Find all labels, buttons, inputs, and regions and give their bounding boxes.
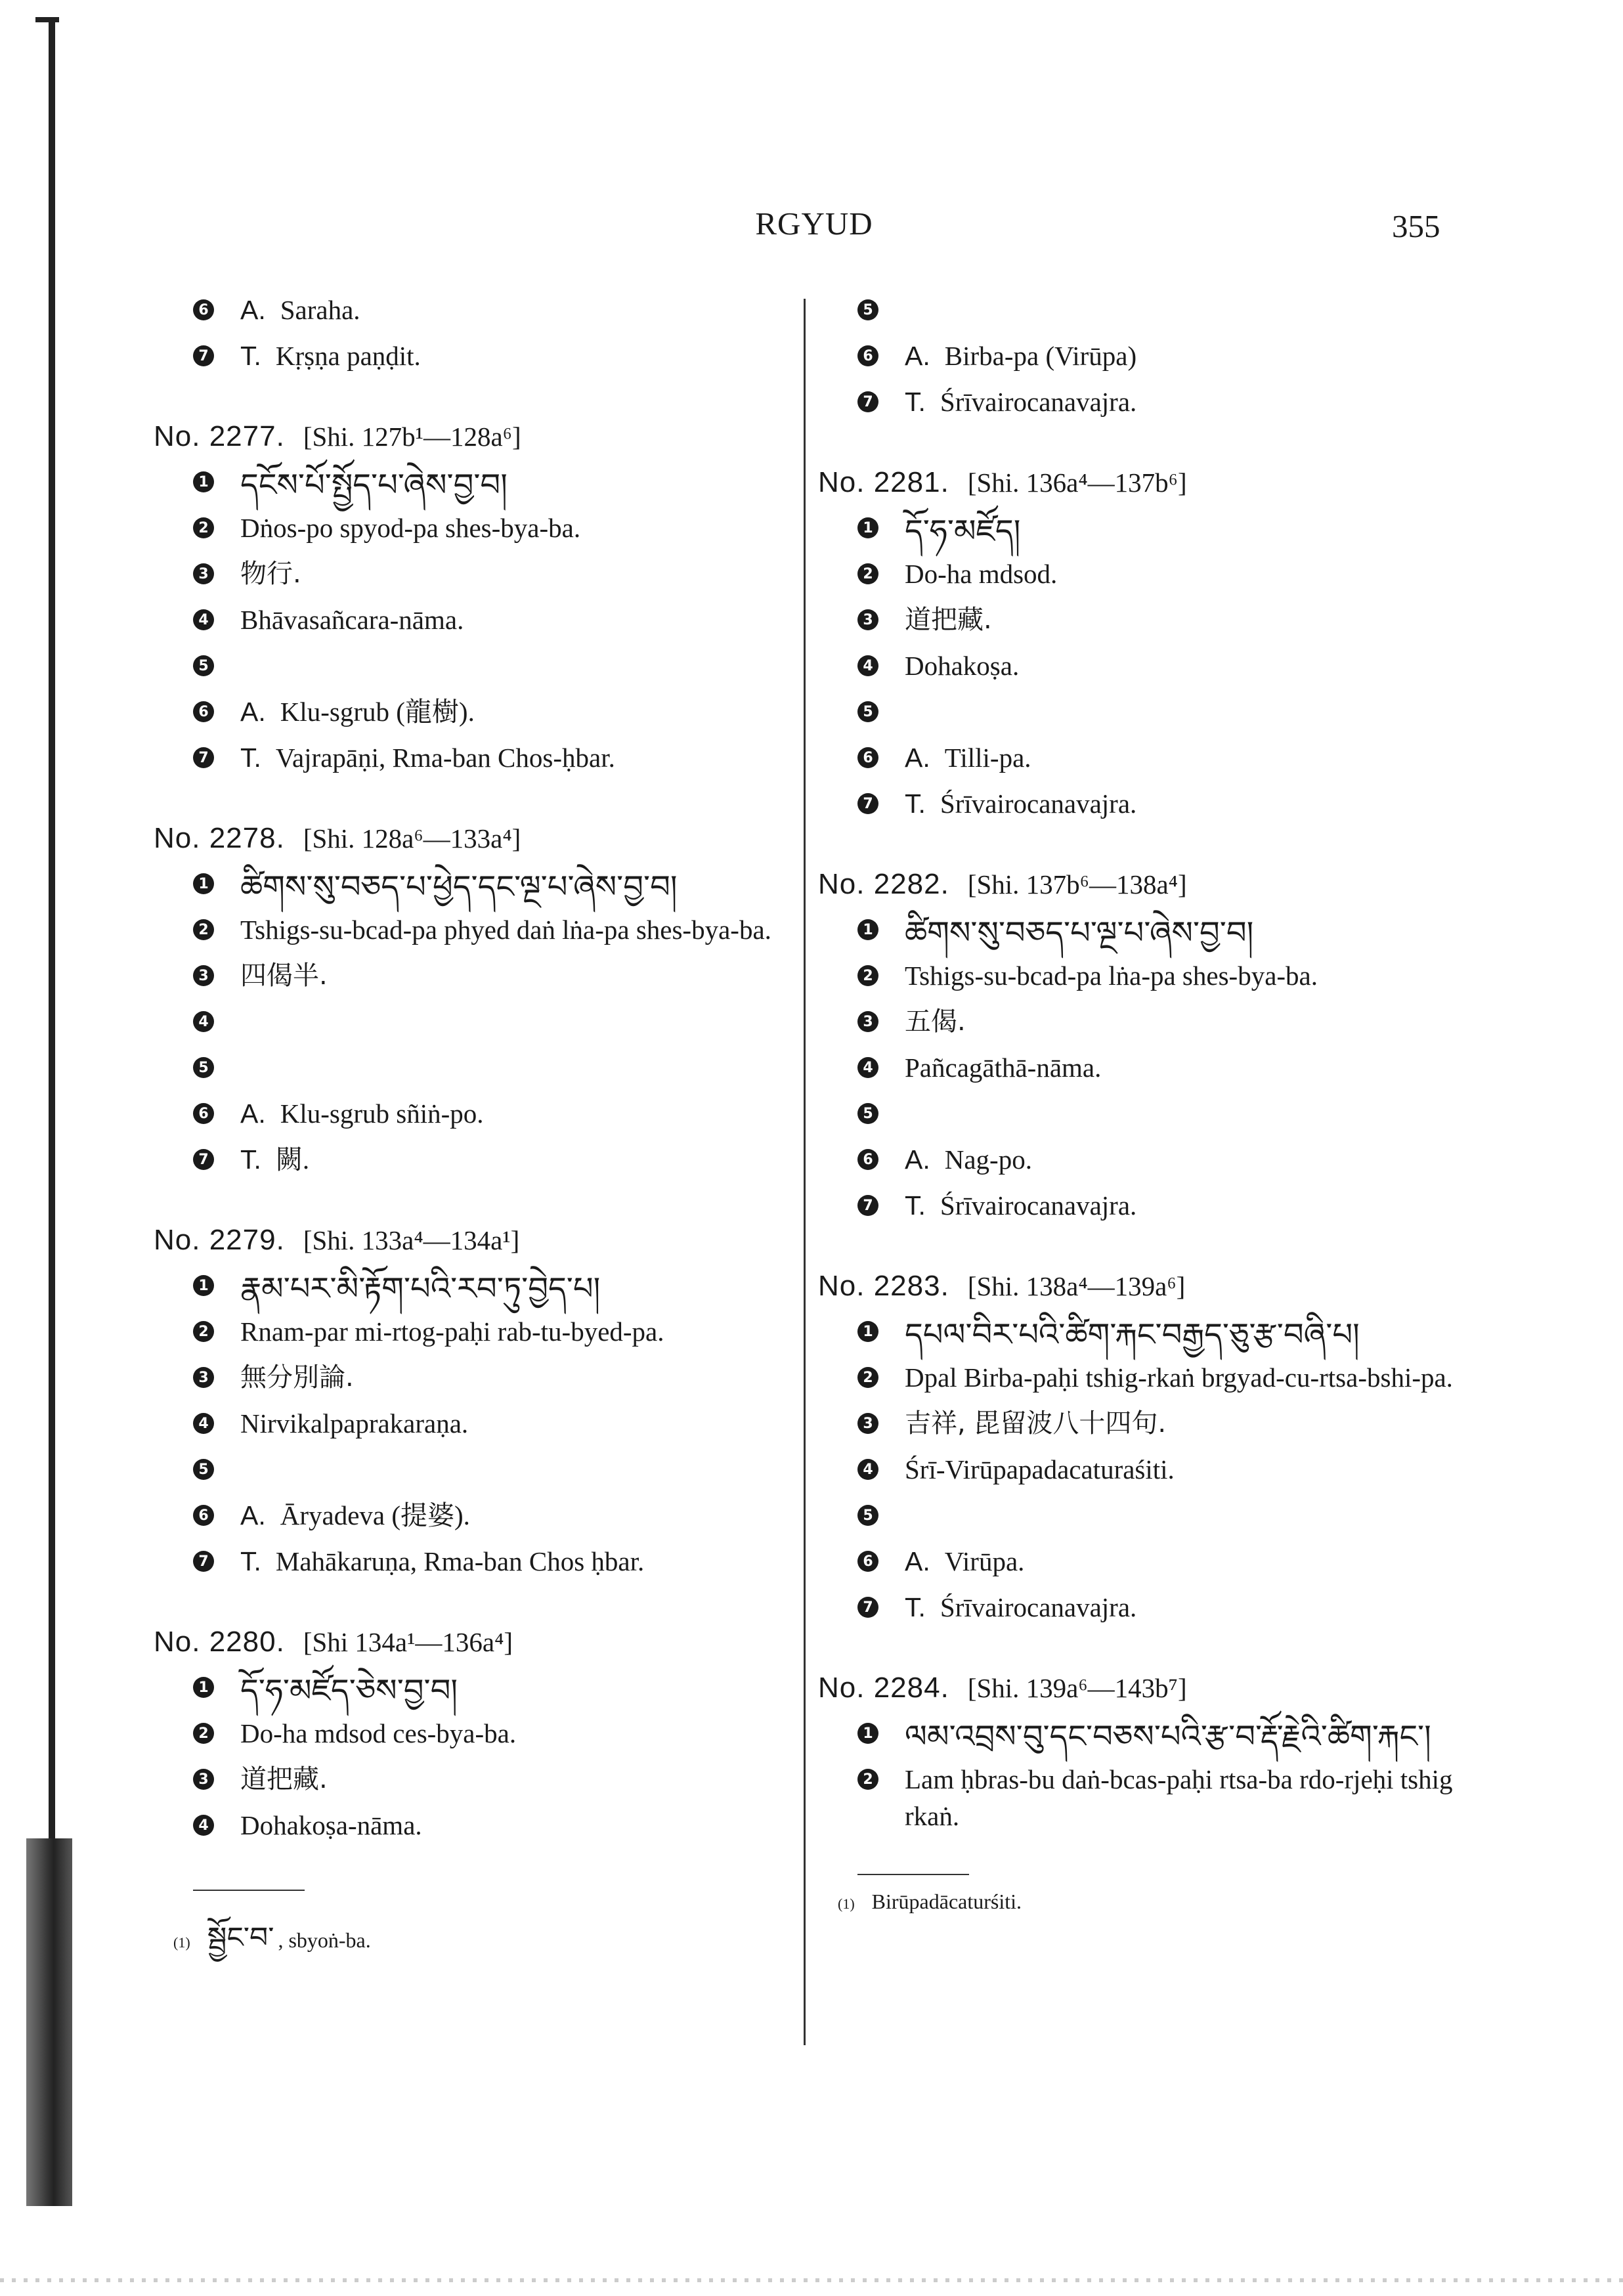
field-row xyxy=(154,1265,790,1310)
field-number-marker: 5 xyxy=(857,1505,878,1526)
field-row xyxy=(818,1586,1475,1632)
footnote xyxy=(173,1905,790,1987)
field-row xyxy=(154,1540,790,1586)
field-value xyxy=(240,1758,328,1798)
field-label: A. xyxy=(905,1144,930,1175)
field-label: A. xyxy=(905,743,930,773)
field-label: A. xyxy=(240,697,266,727)
field-row xyxy=(154,645,790,691)
catalog-entry xyxy=(818,466,1475,829)
footnote xyxy=(838,1890,1475,1914)
entry-heading xyxy=(818,1270,1475,1303)
field-number-marker: 5 xyxy=(857,701,878,722)
field-text: Kṛṣṇa paṇḍit. xyxy=(275,341,421,371)
field-row xyxy=(154,1494,790,1540)
footnote-text: , sbyoṅ-ba. xyxy=(278,1928,371,1952)
field-value xyxy=(905,1184,1136,1224)
entry-heading xyxy=(818,868,1475,901)
field-row xyxy=(818,1494,1475,1540)
field-row xyxy=(818,381,1475,427)
field-row xyxy=(154,1402,790,1448)
footnote-rule xyxy=(857,1874,969,1875)
field-number-marker: 6 xyxy=(193,701,214,722)
entry-number: No. 2282. xyxy=(818,868,949,900)
field-row xyxy=(154,909,790,955)
field-row xyxy=(818,645,1475,691)
field-number-marker: 2 xyxy=(857,965,878,986)
field-row xyxy=(154,1712,790,1758)
field-text: དོ་ཧ་མཛོད། xyxy=(905,513,1021,550)
field-number-marker: 7 xyxy=(193,1149,214,1170)
field-row xyxy=(154,737,790,783)
field-text: ལམ་འབྲས་བུ་དང་བཅས་པའི་རྩ་བ་རྡོ་རྗེའི་ཚིག་རྐང་། xyxy=(905,1718,1431,1755)
field-text: Śrī-Virūpapadacaturaśiti. xyxy=(905,1454,1175,1484)
footnote-mark: (1) xyxy=(838,1895,855,1912)
field-number-marker: 2 xyxy=(857,1769,878,1790)
field-number-marker: 1 xyxy=(193,471,214,492)
field-label: T. xyxy=(240,1546,261,1576)
footnote-rule xyxy=(193,1890,305,1891)
field-row xyxy=(818,599,1475,645)
field-number-marker: 7 xyxy=(857,391,878,412)
field-number-marker: 7 xyxy=(857,1195,878,1216)
footnote-text: Birūpadācaturśiti. xyxy=(871,1890,1022,1913)
field-number-marker: 3 xyxy=(857,609,878,630)
entry-folio-reference: [Shi. 128a⁶—133a⁴] xyxy=(303,823,521,854)
field-number-marker: 4 xyxy=(193,609,214,630)
field-number-marker: 6 xyxy=(193,299,214,320)
field-value xyxy=(240,1310,664,1350)
field-row xyxy=(818,1402,1475,1448)
field-number-marker: 2 xyxy=(193,1321,214,1342)
field-value xyxy=(240,1494,470,1534)
field-row xyxy=(154,1093,790,1138)
field-value xyxy=(905,1310,1360,1356)
field-number-marker: 1 xyxy=(193,873,214,894)
field-text: Tilli-pa. xyxy=(944,743,1031,773)
entry-number: No. 2280. xyxy=(154,1626,285,1658)
field-value xyxy=(905,1001,966,1040)
footnote-tibetan: སྦྱོང་བ་ xyxy=(207,1921,274,1955)
catalog-entry xyxy=(154,1626,790,1850)
field-value xyxy=(905,1047,1101,1086)
field-row xyxy=(154,461,790,507)
field-label: A. xyxy=(240,1500,266,1530)
field-row xyxy=(818,1310,1475,1356)
field-text: Klu-sgrub sñiṅ-po. xyxy=(280,1098,484,1129)
field-value xyxy=(240,507,580,546)
field-row xyxy=(818,1448,1475,1494)
field-row xyxy=(154,599,790,645)
catalog-entry xyxy=(154,822,790,1184)
field-number-marker: 3 xyxy=(857,1413,878,1434)
field-row xyxy=(818,1047,1475,1093)
field-value xyxy=(240,289,360,328)
entry-number: No. 2279. xyxy=(154,1224,285,1256)
field-number-marker: 7 xyxy=(857,1597,878,1618)
field-number-marker: 5 xyxy=(857,299,878,320)
field-row xyxy=(154,1448,790,1494)
entry-heading xyxy=(154,822,790,855)
field-text: Birba-pa (Virūpa) xyxy=(944,341,1137,371)
field-row xyxy=(154,863,790,909)
field-row xyxy=(154,1356,790,1402)
entry-heading xyxy=(154,420,790,453)
field-number-marker: 4 xyxy=(857,655,878,676)
footnote-mark: (1) xyxy=(173,1934,190,1951)
field-number-marker: 6 xyxy=(857,1551,878,1572)
field-number-marker: 6 xyxy=(857,345,878,366)
field-row xyxy=(154,507,790,553)
field-value xyxy=(240,1138,309,1178)
field-value xyxy=(240,599,464,638)
field-value xyxy=(905,381,1136,420)
field-text: Dpal Birba-paḥi tshig-rkaṅ brgyad-cu-rtsa-bshi-pa. xyxy=(905,1362,1453,1393)
binding-edge-shadow xyxy=(26,1838,72,2206)
field-number-marker: 6 xyxy=(193,1103,214,1124)
field-value xyxy=(905,599,992,638)
field-text: Śrīvairocanavajra. xyxy=(940,387,1137,417)
entry-number: No. 2283. xyxy=(818,1270,949,1302)
field-row xyxy=(818,1712,1475,1758)
field-row xyxy=(154,289,790,335)
catalog-entry xyxy=(818,1672,1475,1834)
field-value xyxy=(905,1540,1024,1580)
field-value xyxy=(240,335,421,374)
catalog-entry xyxy=(154,420,790,783)
field-text: Pañcagāthā-nāma. xyxy=(905,1052,1102,1083)
field-text: Śrīvairocanavajra. xyxy=(940,789,1137,819)
field-row xyxy=(154,335,790,381)
entry-heading xyxy=(154,1224,790,1257)
field-value xyxy=(905,737,1031,776)
field-row xyxy=(154,1047,790,1093)
field-value xyxy=(240,553,301,592)
field-text: 闕. xyxy=(275,1144,310,1175)
left-column xyxy=(154,289,790,1987)
field-value xyxy=(905,507,1020,553)
field-value xyxy=(240,1540,644,1580)
field-number-marker: 6 xyxy=(857,747,878,768)
field-text: Do-ha mdsod. xyxy=(905,559,1058,589)
field-number-marker: 2 xyxy=(193,919,214,940)
field-text: 道把藏. xyxy=(240,1764,328,1794)
field-row xyxy=(818,737,1475,783)
field-value xyxy=(240,1402,468,1442)
field-value xyxy=(905,955,1318,994)
continued-entry xyxy=(154,289,790,381)
field-label: T. xyxy=(240,743,261,773)
field-row xyxy=(154,1758,790,1804)
field-number-marker: 4 xyxy=(857,1057,878,1078)
field-value xyxy=(240,1356,354,1396)
field-row xyxy=(818,289,1475,335)
field-value xyxy=(240,955,328,994)
field-number-marker: 7 xyxy=(857,793,878,814)
field-number-marker: 3 xyxy=(193,965,214,986)
field-value xyxy=(240,1804,422,1844)
field-number-marker: 3 xyxy=(193,1769,214,1790)
field-number-marker: 3 xyxy=(193,1367,214,1388)
field-text: Klu-sgrub (龍樹). xyxy=(280,697,475,727)
field-label: A. xyxy=(905,341,930,371)
field-text: ཚིགས་སུ་བཅད་པ་ལྔ་པ་ཞེས་བྱ་བ། xyxy=(905,915,1254,951)
field-number-marker: 7 xyxy=(193,1551,214,1572)
field-label: A. xyxy=(905,1546,930,1576)
field-value xyxy=(240,691,475,730)
catalog-entry xyxy=(818,868,1475,1230)
field-number-marker: 4 xyxy=(193,1011,214,1032)
binding-edge-mark xyxy=(35,17,59,22)
field-value xyxy=(905,909,1253,955)
field-value xyxy=(240,1712,516,1752)
field-text: 物行. xyxy=(240,559,301,589)
field-number-marker: 7 xyxy=(193,747,214,768)
field-number-marker: 1 xyxy=(857,919,878,940)
running-title: RGYUD xyxy=(755,206,873,242)
entry-number: No. 2278. xyxy=(154,822,285,854)
field-row xyxy=(818,507,1475,553)
scan-bottom-noise xyxy=(0,2278,1623,2282)
field-value xyxy=(905,1356,1453,1396)
field-row xyxy=(154,1138,790,1184)
field-value xyxy=(240,1093,484,1132)
field-text: Mahākaruṇa, Rma-ban Chos ḥbar. xyxy=(275,1546,645,1576)
field-text: Rnam-par mi-rtog-paḥi rab-tu-byed-pa. xyxy=(240,1316,664,1347)
field-text: Saraha. xyxy=(280,295,360,325)
field-number-marker: 1 xyxy=(857,517,878,538)
field-text: 道把藏. xyxy=(905,605,992,635)
entry-folio-reference: [Shi. 127b¹—128a⁶] xyxy=(303,422,521,452)
field-label: T. xyxy=(240,341,261,371)
field-value xyxy=(905,645,1019,684)
field-text: Nirvikalpaprakaraṇa. xyxy=(240,1408,469,1439)
field-number-marker: 1 xyxy=(857,1321,878,1342)
field-number-marker: 5 xyxy=(193,1057,214,1078)
field-row xyxy=(154,691,790,737)
field-text: Bhāvasañcara-nāma. xyxy=(240,605,464,635)
field-value xyxy=(905,1402,1166,1442)
field-number-marker: 5 xyxy=(857,1103,878,1124)
field-number-marker: 4 xyxy=(193,1815,214,1836)
field-value xyxy=(905,335,1136,374)
field-row xyxy=(154,1001,790,1047)
field-number-marker: 5 xyxy=(193,1459,214,1480)
field-value xyxy=(240,1265,600,1310)
field-text: 五偈. xyxy=(905,1007,966,1037)
field-row xyxy=(154,955,790,1001)
field-number-marker: 4 xyxy=(857,1459,878,1480)
field-row xyxy=(154,1666,790,1712)
field-value xyxy=(905,1758,1475,1834)
field-row xyxy=(818,1758,1475,1834)
entry-folio-reference: [Shi. 136a⁴—137b⁶] xyxy=(967,467,1187,498)
field-text: Śrīvairocanavajra. xyxy=(940,1190,1137,1221)
field-row xyxy=(818,691,1475,737)
field-value xyxy=(905,1138,1032,1178)
entry-heading xyxy=(818,466,1475,499)
field-text: Vajrapāṇi, Rma-ban Chos-ḥbar. xyxy=(275,743,615,773)
field-text: དངོས་པོ་སྤྱོད་པ་ཞེས་བྱ་བ། xyxy=(240,467,508,504)
field-number-marker: 1 xyxy=(193,1677,214,1698)
field-number-marker: 7 xyxy=(193,345,214,366)
field-row xyxy=(154,1804,790,1850)
field-number-marker: 1 xyxy=(857,1723,878,1744)
field-text: Lam ḥbras-bu daṅ-bcas-paḥi rtsa-ba rdo-rjeḥi tshig rkaṅ. xyxy=(905,1764,1453,1831)
field-number-marker: 6 xyxy=(193,1505,214,1526)
field-value xyxy=(240,863,678,909)
field-row xyxy=(818,335,1475,381)
field-number-marker: 1 xyxy=(193,1275,214,1296)
field-text: ཚིགས་སུ་བཅད་པ་ཕྱེད་དང་ལྔ་པ་ཞེས་བྱ་བ། xyxy=(240,869,678,905)
entry-heading xyxy=(818,1672,1475,1704)
field-label: T. xyxy=(240,1144,261,1175)
field-text: 四偈半. xyxy=(240,961,328,991)
field-text: 吉祥, 毘留波八十四句. xyxy=(905,1408,1167,1439)
entry-heading xyxy=(154,1626,790,1658)
right-column xyxy=(818,289,1475,1914)
field-label: T. xyxy=(905,789,926,819)
field-text: དཔལ་བིར་པའི་ཚིག་རྐང་བརྒྱད་ཅུ་རྩ་བཞི་པ། xyxy=(905,1316,1360,1353)
field-row xyxy=(154,1310,790,1356)
entry-number: No. 2277. xyxy=(154,420,285,452)
field-value xyxy=(240,737,615,776)
field-value xyxy=(240,461,508,507)
field-label: A. xyxy=(240,1098,266,1129)
field-text: Śrīvairocanavajra. xyxy=(940,1592,1137,1622)
field-text: Nag-po. xyxy=(944,1144,1032,1175)
field-number-marker: 4 xyxy=(193,1413,214,1434)
field-text: དོ་ཧ་མཛོད་ཅེས་བྱ་བ། xyxy=(240,1672,458,1709)
field-value xyxy=(240,1666,458,1712)
catalog-entry xyxy=(154,1224,790,1586)
field-label: T. xyxy=(905,387,926,417)
field-value xyxy=(905,1586,1136,1626)
field-text: Do-ha mdsod ces-bya-ba. xyxy=(240,1718,517,1748)
entry-number: No. 2281. xyxy=(818,466,949,498)
field-row xyxy=(154,553,790,599)
entry-folio-reference: [Shi. 138a⁴—139a⁶] xyxy=(967,1271,1186,1301)
field-text: Āryadeva (提婆). xyxy=(280,1500,470,1530)
field-text: 無分別論. xyxy=(240,1362,354,1393)
field-row xyxy=(818,1540,1475,1586)
field-text: རྣམ་པར་མི་རྟོག་པའི་རབ་ཏུ་བྱེད་པ། xyxy=(240,1270,601,1307)
field-row xyxy=(818,783,1475,829)
field-text: Dṅos-po spyod-pa shes-bya-ba. xyxy=(240,513,581,543)
field-row xyxy=(818,1184,1475,1230)
field-label: A. xyxy=(240,295,266,325)
field-row xyxy=(818,955,1475,1001)
field-number-marker: 6 xyxy=(857,1149,878,1170)
catalog-entry xyxy=(818,1270,1475,1632)
field-row xyxy=(818,1138,1475,1184)
field-number-marker: 5 xyxy=(193,655,214,676)
field-value xyxy=(905,1712,1431,1758)
field-value xyxy=(905,1448,1175,1488)
entry-folio-reference: [Shi. 139a⁶—143b⁷] xyxy=(967,1673,1187,1703)
entry-folio-reference: [Shi. 137b⁶—138a⁴] xyxy=(967,869,1187,899)
field-row xyxy=(818,553,1475,599)
field-text: Dohakoṣa-nāma. xyxy=(240,1810,422,1840)
field-label: T. xyxy=(905,1190,926,1221)
field-text: Tshigs-su-bcad-pa lṅa-pa shes-bya-ba. xyxy=(905,961,1318,991)
entry-number: No. 2284. xyxy=(818,1672,949,1704)
field-label: T. xyxy=(905,1592,926,1622)
field-number-marker: 2 xyxy=(857,563,878,584)
field-value xyxy=(905,783,1136,822)
field-number-marker: 3 xyxy=(857,1011,878,1032)
field-text: Tshigs-su-bcad-pa phyed daṅ lṅa-pa shes-bya-ba. xyxy=(240,915,771,945)
continued-entry xyxy=(818,289,1475,427)
page-number: 355 xyxy=(1392,208,1440,244)
field-text: Dohakoṣa. xyxy=(905,651,1020,681)
entry-folio-reference: [Shi. 133a⁴—134a¹] xyxy=(303,1225,520,1255)
field-number-marker: 2 xyxy=(193,517,214,538)
field-row xyxy=(818,1093,1475,1138)
field-row xyxy=(818,909,1475,955)
field-number-marker: 2 xyxy=(193,1723,214,1744)
field-text: Virūpa. xyxy=(944,1546,1025,1576)
entry-folio-reference: [Shi 134a¹—136a⁴] xyxy=(303,1627,513,1657)
field-number-marker: 3 xyxy=(193,563,214,584)
field-row xyxy=(818,1356,1475,1402)
field-value xyxy=(905,553,1057,592)
field-row xyxy=(818,1001,1475,1047)
field-value xyxy=(240,909,771,948)
column-divider xyxy=(804,299,806,2045)
field-number-marker: 2 xyxy=(857,1367,878,1388)
